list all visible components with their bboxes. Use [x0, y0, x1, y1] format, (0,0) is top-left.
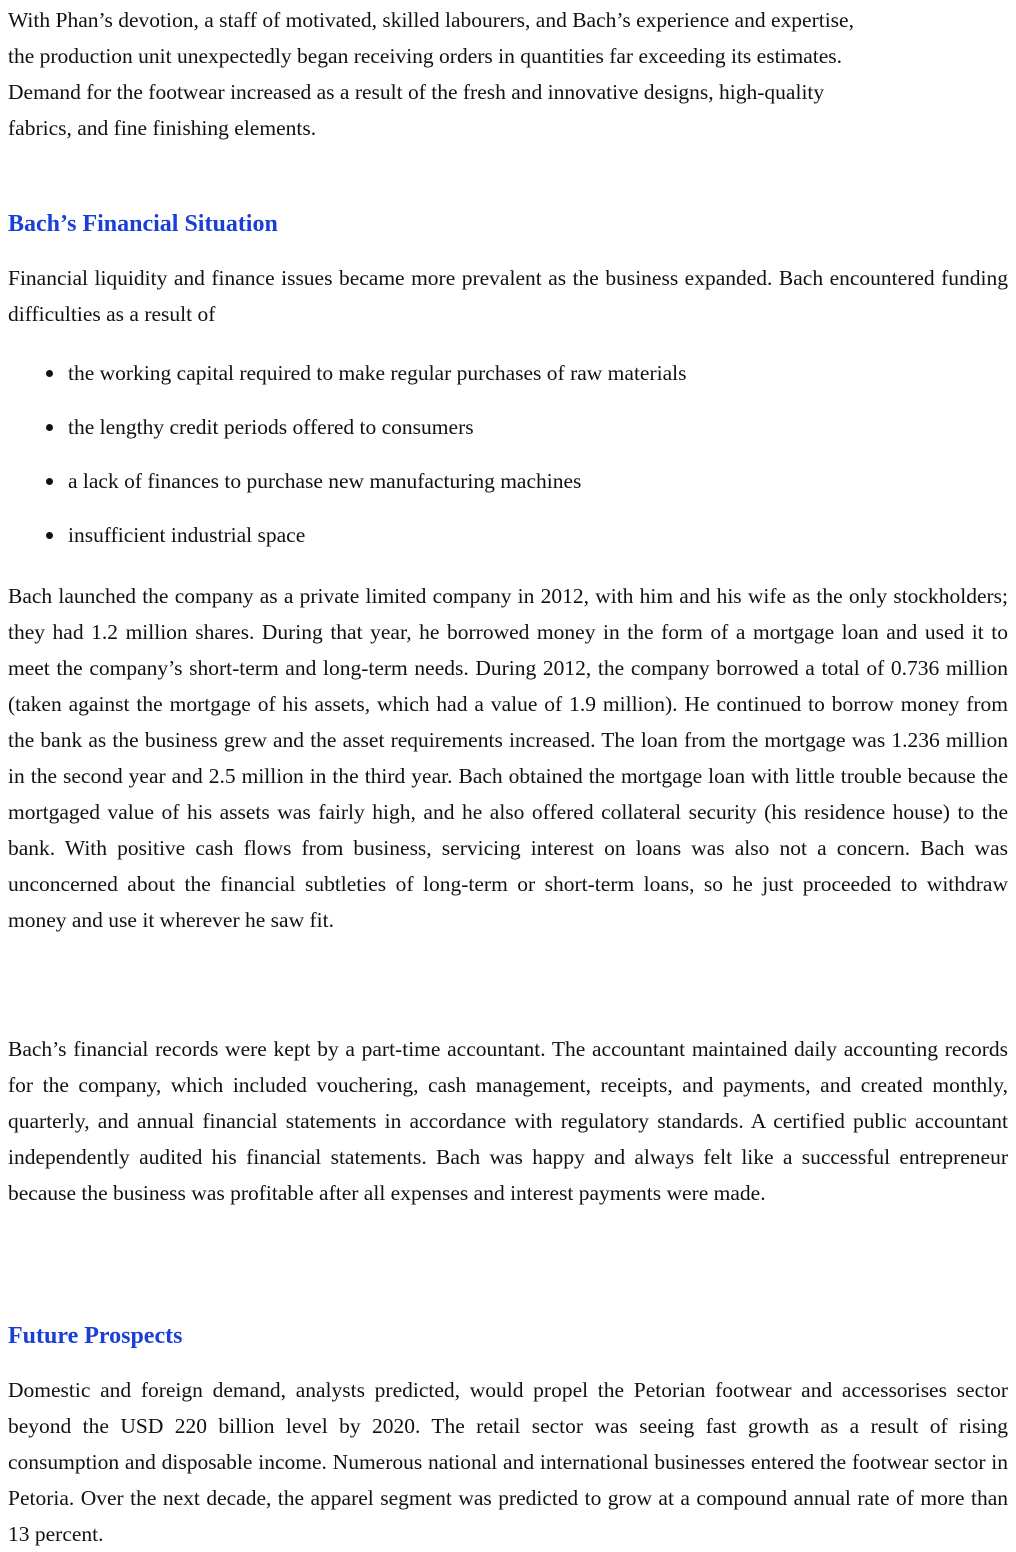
intro-line-3: Demand for the footwear increased as a result of the fresh and innovative designs, high-quality	[8, 80, 825, 104]
financial-paragraph-1: Bach launched the company as a private limited company in 2012, with him and his wife as the only stockholders; they had 1.2 million shares. During that year, he borrowed money in the form of a mortgage loan and used it to meet the company’s short-term and long-term needs. During 2012, the company borrowed a total of 0.736 million (taken against the mortgage of his assets, which had a value of 1.9 million). He continued to borrow money from the bank as the business grew and the asset requirements increased. The loan from the mortgage was 1.236 million in the second year and 2.5 million in the third year. Bach obtained the mortgage loan with little trouble because the mortgaged value of his assets was fairly high, and he also offered collateral security (his residence house) to the bank. With positive cash flows from business, servicing interest on loans was also not a concern. Bach was unconcerned about the financial subtleties of long-term or short-term loans, so he just proceeded to withdraw money and use it wherever he saw fit.	[8, 584, 1008, 932]
intro-line-1: With Phan’s devotion, a staff of motivated, skilled labourers, and Bach’s experience and expertise,	[8, 8, 854, 32]
financial-section-heading: Bach’s Financial Situation	[8, 211, 278, 237]
future-section-heading: Future Prospects	[8, 1323, 183, 1349]
list-item: insufficient industrial space	[8, 517, 1008, 553]
list-item: a lack of finances to purchase new manufacturing machines	[8, 463, 1008, 499]
list-item: the working capital required to make regular purchases of raw materials	[8, 355, 1008, 391]
intro-line-2: the production unit unexpectedly began receiving orders in quantities far exceeding its estimates.	[8, 44, 843, 68]
intro-line-4: fabrics, and fine finishing elements.	[8, 116, 317, 140]
financial-intro-paragraph: Financial liquidity and finance issues became more prevalent as the business expanded. Bach encountered funding difficulties as a result of	[8, 266, 1008, 326]
intro-paragraph	[8, 2, 1016, 146]
future-paragraph: Domestic and foreign demand, analysts predicted, would propel the Petorian footwear and accessorises sector beyond the USD 220 billion level by 2020. The retail sector was seeing fast growth as a result of rising consumption and disposable income. Numerous national and international businesses entered the footwear sector in Petoria. Over the next decade, the apparel segment was predicted to grow at a compound annual rate of more than 13 percent.	[8, 1378, 1008, 1546]
list-item: the lengthy credit periods offered to consumers	[8, 409, 1008, 445]
funding-difficulties-list	[8, 355, 1008, 553]
financial-paragraph-2: Bach’s financial records were kept by a part-time accountant. The accountant maintained daily accounting records for the company, which included vouchering, cash management, receipts, and payments, and created monthly, quarterly, and annual financial statements in accordance with regulatory standards. A certified public accountant independently audited his financial statements. Bach was happy and always felt like a successful entrepreneur because the business was profitable after all expenses and interest payments were made.	[8, 1037, 1008, 1205]
